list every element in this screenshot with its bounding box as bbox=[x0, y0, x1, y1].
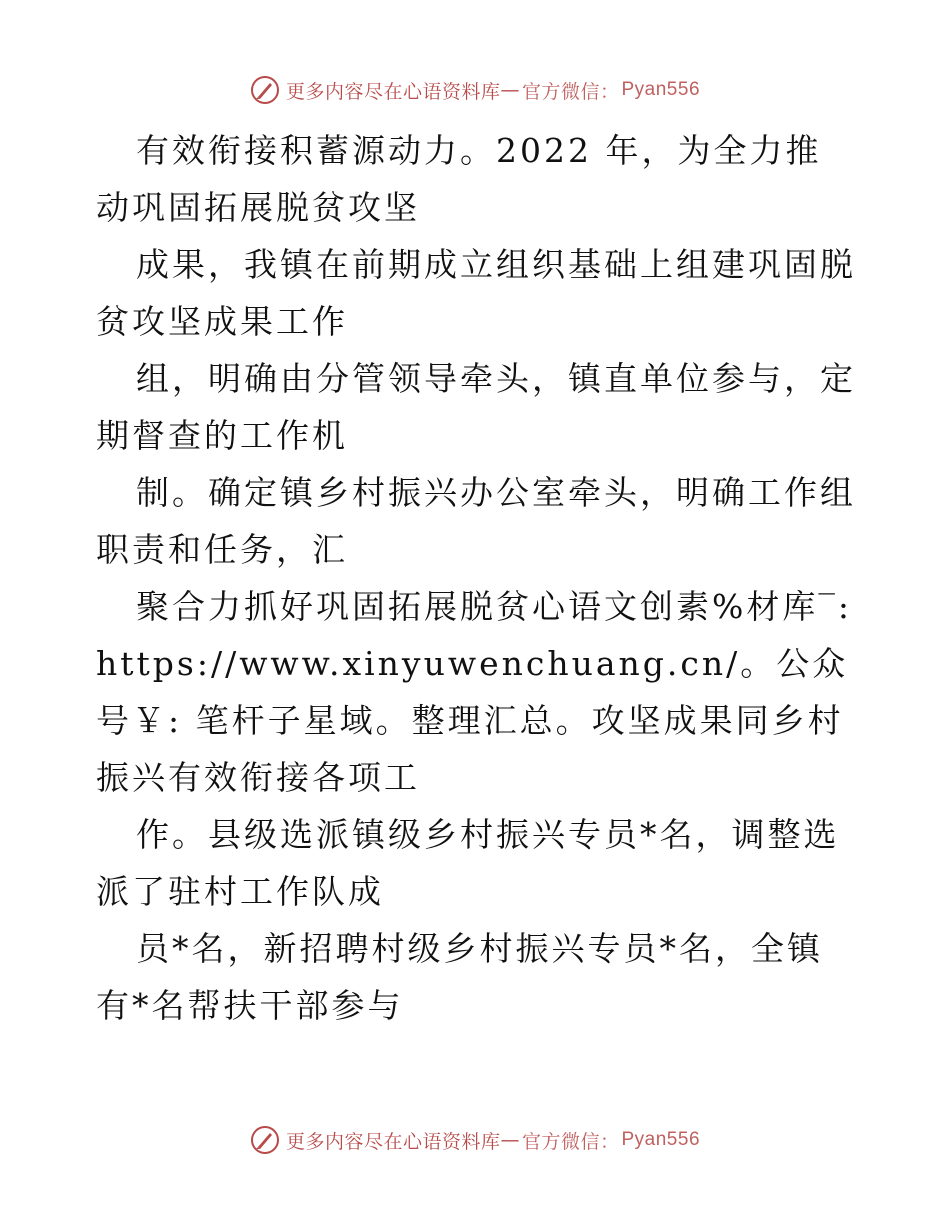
watermark-label: 官方微信： bbox=[521, 80, 620, 103]
quill-logo-icon bbox=[250, 1125, 280, 1155]
watermark-wechat-id: Pyan556 bbox=[621, 79, 701, 100]
paragraph-6: 作。县级选派镇级乡村振兴专员*名，调整选派了驻村工作队成 bbox=[96, 815, 840, 911]
footer-watermark bbox=[0, 1120, 950, 1160]
watermark-dash: — bbox=[500, 79, 520, 101]
watermark-label: 官方微信： bbox=[521, 1130, 620, 1153]
watermark-main-text: 更多内容尽在心语资料库 bbox=[285, 1130, 501, 1153]
header-watermark bbox=[0, 70, 950, 110]
watermark-main-text: 更多内容尽在心语资料库 bbox=[285, 80, 501, 103]
paragraph-4: 制。确定镇乡村振兴办公室牵头，明确工作组职责和任务，汇 bbox=[96, 473, 856, 569]
quill-logo-icon bbox=[250, 75, 280, 105]
paragraph-3: 组，明确由分管领导牵头，镇直单位参与，定期督查的工作机 bbox=[96, 359, 856, 455]
watermark-wechat-id: Pyan556 bbox=[621, 1129, 701, 1150]
watermark-dash: — bbox=[500, 1129, 520, 1151]
document-body bbox=[96, 122, 856, 1034]
paragraph-5: 聚合力抓好巩固拓展脱贫心语文创素%材库‾:https://www.xinyuwenchuang.cn/。公众号￥: 笔杆子星域。整理汇总。攻坚成果同乡村振兴有效衔接各项工 bbox=[96, 587, 852, 797]
paragraph-7: 员*名，新招聘村级乡村振兴专员*名，全镇有*名帮扶干部参与 bbox=[96, 929, 823, 1025]
paragraph-1: 有效衔接积蓄源动力。2022 年，为全力推动巩固拓展脱贫攻坚 bbox=[96, 131, 822, 227]
paragraph-2: 成果，我镇在前期成立组织基础上组建巩固脱贫攻坚成果工作 bbox=[96, 245, 856, 341]
